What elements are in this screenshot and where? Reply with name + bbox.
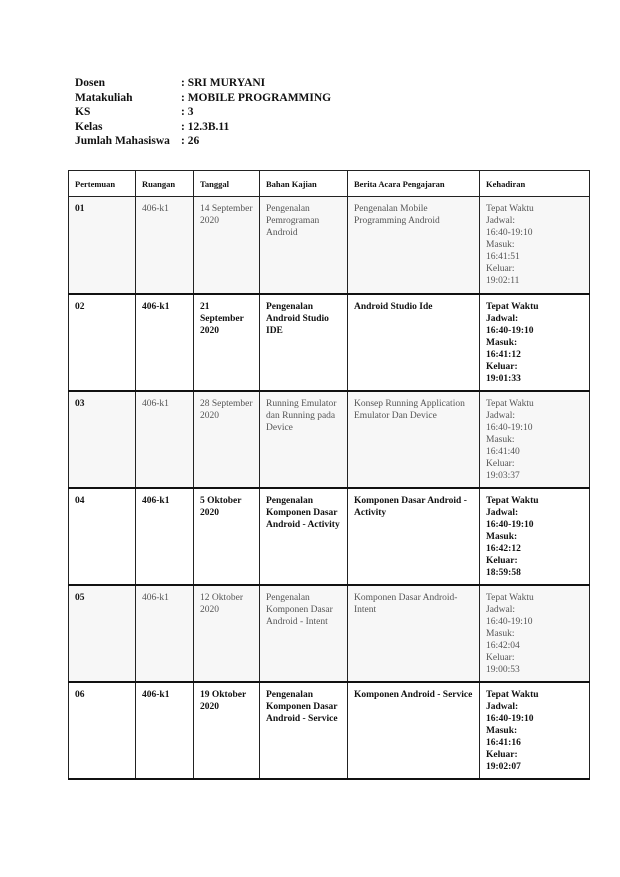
- cell-kehadiran: [480, 682, 590, 779]
- header-row: [75, 134, 331, 149]
- cell-tanggal: 19 Oktober 2020: [194, 682, 260, 779]
- masuk-value: 16:41:12: [486, 349, 521, 360]
- cell-berita-acara: Komponen Android - Service: [348, 682, 480, 779]
- cell-bahan-kajian: Pengenalan Pemrograman Android: [260, 197, 348, 294]
- masuk-label: Masuk:: [486, 240, 515, 250]
- keluar-value: 19:02:11: [486, 276, 520, 286]
- keluar-value: 19:02:07: [486, 761, 521, 772]
- cell-berita-acara: Komponen Dasar Android - Activity: [348, 488, 480, 585]
- cell-bahan-kajian: Pengenalan Komponen Dasar Android - Activity: [260, 488, 348, 585]
- table-row: [69, 197, 590, 294]
- header-value: : MOBILE PROGRAMMING: [181, 91, 332, 104]
- cell-berita-acara: Android Studio Ide: [348, 294, 480, 391]
- masuk-label: Masuk:: [486, 434, 515, 445]
- jadwal-label: Jadwal:: [486, 507, 519, 518]
- course-info-header: [75, 76, 331, 149]
- table-row: [69, 488, 590, 585]
- header-label: Matakuliah: [75, 91, 133, 104]
- keluar-label: Keluar:: [486, 652, 515, 663]
- keluar-value: 19:01:33: [486, 373, 521, 384]
- keluar-label: Keluar:: [486, 458, 515, 469]
- cell-kehadiran: [480, 294, 590, 391]
- status-text: Tepat Waktu: [486, 592, 534, 603]
- masuk-label: Masuk:: [486, 337, 518, 348]
- cell-pertemuan: 01: [69, 197, 136, 294]
- table-row: [69, 391, 590, 488]
- masuk-label: Masuk:: [486, 531, 518, 542]
- cell-bahan-kajian: Pengenalan Android Studio IDE: [260, 294, 348, 391]
- status-text: Tepat Waktu: [486, 495, 539, 506]
- cell-ruangan: 406-k1: [136, 197, 194, 294]
- cell-ruangan: 406-k1: [136, 488, 194, 585]
- header-label: Jumlah Mahasiswa: [75, 135, 170, 148]
- column-header-bahan-kajian: Bahan Kajian: [260, 171, 348, 197]
- masuk-value: 16:41:40: [486, 446, 520, 457]
- cell-tanggal: 5 Oktober 2020: [194, 488, 260, 585]
- keluar-value: 19:00:53: [486, 664, 520, 675]
- column-header-kehadiran: Kehadiran: [480, 171, 590, 197]
- table-row: [69, 294, 590, 391]
- jadwal-label: Jadwal:: [486, 604, 516, 615]
- jadwal-value: 16:40-19:10: [486, 713, 534, 724]
- table-header-row: [69, 171, 590, 197]
- header-value: : SRI MURYANI: [181, 77, 266, 89]
- cell-berita-acara: Konsep Running Application Emulator Dan Device: [348, 391, 480, 488]
- status-text: Tepat Waktu: [486, 301, 539, 312]
- cell-bahan-kajian: Pengenalan Komponen Dasar Android - Service: [260, 682, 348, 779]
- cell-bahan-kajian: Running Emulator dan Running pada Device: [260, 391, 348, 488]
- cell-ruangan: 406-k1: [136, 391, 194, 488]
- header-label: Dosen: [75, 77, 106, 89]
- keluar-value: 18:59:58: [486, 567, 521, 578]
- cell-bahan-kajian: Pengenalan Komponen Dasar Android - Intent: [260, 585, 348, 682]
- column-header-pertemuan: Pertemuan: [69, 171, 136, 197]
- header-value: : 12.3B.11: [181, 120, 230, 133]
- cell-ruangan: 406-k1: [136, 294, 194, 391]
- keluar-value: 19:03:37: [486, 470, 520, 481]
- keluar-label: Keluar:: [486, 555, 518, 566]
- cell-tanggal: 14 September 2020: [194, 197, 260, 294]
- column-header-tanggal: Tanggal: [194, 171, 260, 197]
- masuk-value: 16:42:04: [486, 640, 520, 651]
- masuk-value: 16:42:12: [486, 543, 521, 554]
- cell-berita-acara: Pengenalan Mobile Programming Android: [348, 197, 480, 294]
- cell-pertemuan: 02: [69, 294, 136, 391]
- cell-kehadiran: [480, 391, 590, 488]
- masuk-label: Masuk:: [486, 628, 515, 639]
- header-row: [75, 105, 331, 120]
- cell-ruangan: 406-k1: [136, 585, 194, 682]
- jadwal-label: Jadwal:: [486, 313, 519, 324]
- masuk-label: Masuk:: [486, 725, 518, 736]
- cell-kehadiran: [480, 488, 590, 585]
- table-row: [69, 585, 590, 682]
- header-row: [75, 91, 331, 106]
- cell-pertemuan: 05: [69, 585, 136, 682]
- jadwal-value: 16:40-19:10: [486, 325, 534, 336]
- header-value: : 26: [181, 135, 200, 148]
- cell-pertemuan: 06: [69, 682, 136, 779]
- masuk-value: 16:41:16: [486, 737, 521, 748]
- jadwal-value: 16:40-19:10: [486, 228, 533, 238]
- jadwal-value: 16:40-19:10: [486, 519, 534, 530]
- header-row: [75, 76, 331, 91]
- status-text: Tepat Waktu: [486, 398, 534, 409]
- keluar-label: Keluar:: [486, 749, 518, 760]
- header-label: Kelas: [75, 120, 103, 133]
- attendance-table: [68, 170, 590, 780]
- cell-tanggal: 28 September 2020: [194, 391, 260, 488]
- table-row: [69, 682, 590, 779]
- column-header-ruangan: Ruangan: [136, 171, 194, 197]
- header-value: : 3: [181, 106, 194, 119]
- keluar-label: Keluar:: [486, 361, 518, 372]
- cell-berita-acara: Komponen Dasar Android-Intent: [348, 585, 480, 682]
- cell-kehadiran: [480, 585, 590, 682]
- status-text: Tepat Waktu: [486, 204, 534, 214]
- cell-ruangan: 406-k1: [136, 682, 194, 779]
- cell-tanggal: 12 Oktober 2020: [194, 585, 260, 682]
- header-label: KS: [75, 106, 91, 119]
- header-row: [75, 120, 331, 135]
- keluar-label: Keluar:: [486, 264, 515, 274]
- masuk-value: 16:41:51: [486, 252, 520, 262]
- jadwal-label: Jadwal:: [486, 216, 516, 226]
- jadwal-value: 16:40-19:10: [486, 616, 533, 627]
- jadwal-label: Jadwal:: [486, 701, 519, 712]
- cell-tanggal: 21 September 2020: [194, 294, 260, 391]
- cell-pertemuan: 04: [69, 488, 136, 585]
- cell-kehadiran: [480, 197, 590, 294]
- status-text: Tepat Waktu: [486, 689, 539, 700]
- column-header-berita-acara: Berita Acara Pengajaran: [348, 171, 480, 197]
- cell-pertemuan: 03: [69, 391, 136, 488]
- jadwal-value: 16:40-19:10: [486, 422, 533, 433]
- jadwal-label: Jadwal:: [486, 410, 516, 421]
